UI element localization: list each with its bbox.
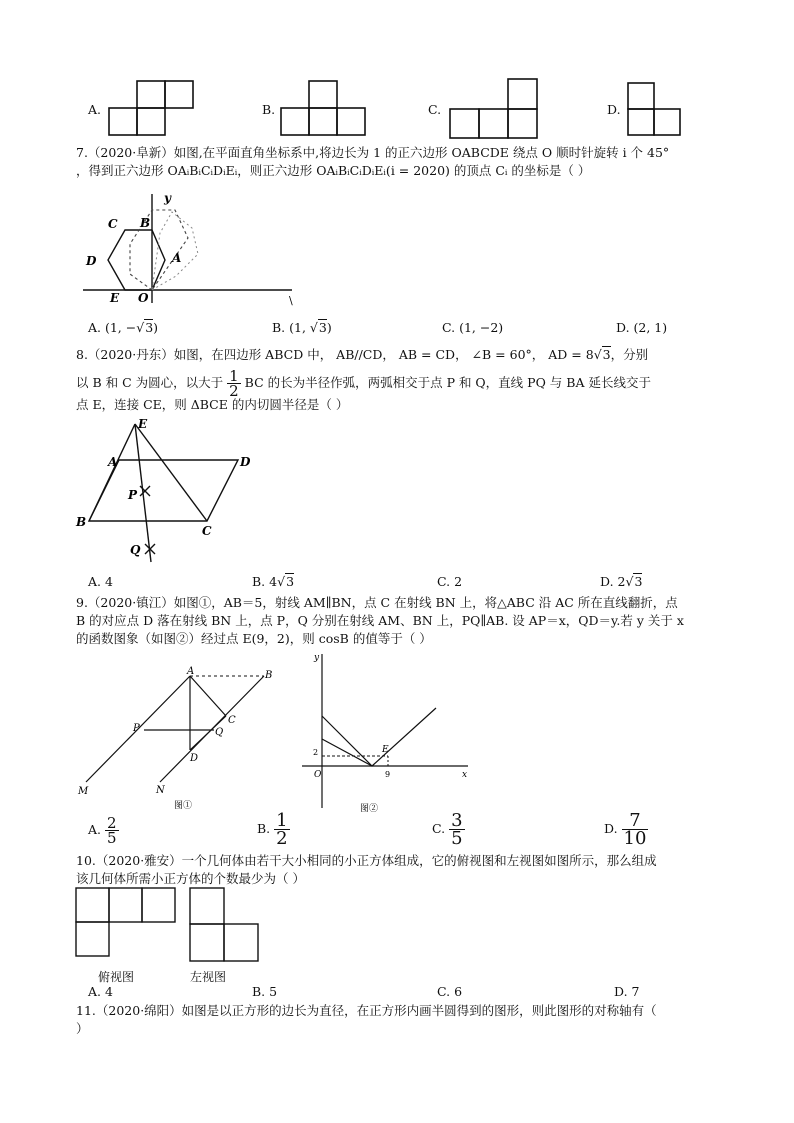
sqrt-icon: √ <box>593 347 602 362</box>
q8-label-q: Q <box>130 543 141 557</box>
q9-fig1-label-n: N <box>156 785 165 796</box>
q10-option-c[interactable]: C. 6 <box>437 984 463 999</box>
q9-option-c[interactable]: C. $\frac{3}{5}$ <box>432 810 463 849</box>
q9-fig2-caption: 图② <box>360 804 379 814</box>
q7-label-c: C <box>108 217 118 231</box>
q8-line-be <box>89 424 135 521</box>
q7-label-o: O <box>138 291 149 305</box>
q8-label-p: P <box>128 488 138 502</box>
q8-line-ec <box>135 424 207 521</box>
q8-label-e: E <box>138 417 148 431</box>
q9-figure-1 <box>74 664 284 814</box>
q9-fig1-label-q: Q <box>215 727 224 738</box>
q7-rotated-hexagon <box>130 210 188 290</box>
q8-stem-line1: 8.（2020·丹东）如图，在四边形 ABCD 中， AB//CD， AB = CD， ∠B = 60°， AD = 8√3，分别 <box>76 347 649 362</box>
q7-option-c[interactable]: C. (1, −2) <box>442 320 504 335</box>
q7-x-arrow: \ <box>289 294 293 306</box>
q8-label-c: C <box>202 524 212 538</box>
q8-parallelogram <box>89 460 238 521</box>
sqrt-icon: √ <box>136 320 145 335</box>
q9-segment-ac <box>190 676 226 716</box>
q6-option-d-figure <box>626 82 686 138</box>
q6-option-c-figure <box>448 78 540 140</box>
q9-option-d[interactable]: D. $\frac{7}{10}$ <box>604 810 647 849</box>
q9-stem-line1: 9.（2020·镇江）如图①，AB＝5，射线 AM∥BN，点 C 在射线 BN 上，将△ABC 沿 AC 所在直线翻折，点 <box>76 595 678 610</box>
q8-figure <box>72 414 262 572</box>
q9-fig1-label-p: P <box>133 723 140 734</box>
q9-stem-line3: 的函数图象（如图②）经过点 E(9，2)，则 cosB 的值等于（ ） <box>76 631 432 646</box>
q8-fraction: $\frac{1}{2}$ <box>229 367 239 400</box>
q7-stem-line1: 7.（2020·阜新）如图,在平面直角坐标系中,将边长为 1 的正六边形 OABCDE 绕点 O 顺时针旋转 i 个 45° <box>76 145 670 160</box>
q9-fig1-label-b: B <box>265 670 273 681</box>
q7-option-d[interactable]: D. (2, 1) <box>616 320 668 335</box>
q8-label-b: B <box>76 515 87 529</box>
q11-stem-line1: 11.（2020·绵阳）如图是以正方形的边长为直径，在正方形内画半圆得到的图形，则此图形的对称轴有（ <box>76 1003 657 1018</box>
q10-option-d[interactable]: D. 7 <box>614 984 640 999</box>
q7-hexagon <box>108 230 165 290</box>
q10-caption-left-view: 左视图 <box>190 970 227 984</box>
q8-stem-line3: 点 E，连接 CE，则 ΔBCE 的内切圆半径是（ ） <box>76 397 349 412</box>
q11-stem-line2: ） <box>76 1021 89 1036</box>
q9-option-b[interactable]: B. $\frac{1}{2}$ <box>257 810 288 849</box>
q10-option-b[interactable]: B. 5 <box>252 984 278 999</box>
q6-option-a-label[interactable]: A. <box>88 102 102 117</box>
q8-option-a[interactable]: A. 4 <box>88 574 113 589</box>
q9-fig1-label-m: M <box>78 786 89 797</box>
q6-option-d-label[interactable]: D. <box>607 102 621 117</box>
q9-fig2-tick-2: 2 <box>313 748 319 757</box>
q7-figure <box>80 188 300 306</box>
q9-fig1-label-d: D <box>190 753 199 764</box>
q9-fig1-label-a: A <box>187 666 195 677</box>
q10-caption-top-view: 俯视图 <box>98 970 135 984</box>
q8-label-d: D <box>240 455 251 469</box>
q8-arc-mark-p <box>140 486 150 496</box>
q9-graph-line <box>322 708 436 766</box>
q9-figure-2 <box>296 648 476 816</box>
q6-option-c-label[interactable]: C. <box>428 102 442 117</box>
q7-option-a[interactable]: A. (1, −√3) <box>88 320 159 335</box>
q9-graph-line-2 <box>322 739 372 766</box>
q7-label-d: D <box>86 254 97 268</box>
q6-option-b-label[interactable]: B. <box>262 102 276 117</box>
q7-label-a: A <box>172 251 182 265</box>
q9-fig2-label-y: y <box>314 653 320 663</box>
q7-stem-line2: ，得到正六边形 OAᵢBᵢCᵢDᵢEᵢ，则正六边形 OAᵢBᵢCᵢDᵢEᵢ(i = 2020) 的顶点 Cᵢ 的坐标是（ ） <box>76 163 591 178</box>
sqrt-icon: √ <box>309 320 318 335</box>
q9-stem-line2: B 的对应点 D 落在射线 BN 上，点 P，Q 分别在射线 AM、BN 上，PQ∥AB. 设 AP＝x，QD＝y.若 y 关于 x <box>76 613 684 628</box>
q8-option-b[interactable]: B. 4√3 <box>252 574 295 589</box>
q9-fig2-label-o: O <box>314 770 322 780</box>
q9-fig2-label-x: x <box>462 770 468 780</box>
q6-option-a-figure <box>108 80 198 138</box>
q9-fig1-caption: 图① <box>174 801 193 811</box>
sqrt-icon: √ <box>625 574 634 589</box>
q8-option-c[interactable]: C. 2 <box>437 574 463 589</box>
q9-fig1-label-c: C <box>228 715 236 726</box>
q9-option-a[interactable]: A. $\frac{2}{5}$ <box>88 814 117 847</box>
sqrt-icon: √ <box>277 574 286 589</box>
q10-top-view <box>74 886 178 958</box>
q10-stem-line2: 该几何体所需小正方体的个数最少为（ ） <box>76 871 305 886</box>
q7-option-b[interactable]: B. (1, √3) <box>272 320 332 335</box>
q9-fig2-label-e: E <box>382 745 389 755</box>
q8-stem-line2: 以 B 和 C 为圆心，以大于 $\frac{1}{2}$ BC 的长为半径作弧，两弧相交于点 P 和 Q，直线 PQ 与 BA 延长线交于 <box>76 367 651 400</box>
q8-option-d[interactable]: D. 2√3 <box>600 574 643 589</box>
q10-left-view <box>188 886 260 964</box>
q7-label-y: y <box>164 191 171 205</box>
q7-label-b: B <box>140 216 151 230</box>
q6-option-b-figure <box>280 80 372 138</box>
q9-fig2-tick-9: 9 <box>385 770 391 779</box>
q7-label-e: E <box>110 291 120 305</box>
q8-label-a: A <box>108 455 118 469</box>
q10-option-a[interactable]: A. 4 <box>88 984 113 999</box>
q10-stem-line1: 10.（2020·雅安）一个几何体由若干大小相同的小正方体组成，它的俯视图和左视图如图所示，那么组成 <box>76 853 657 868</box>
